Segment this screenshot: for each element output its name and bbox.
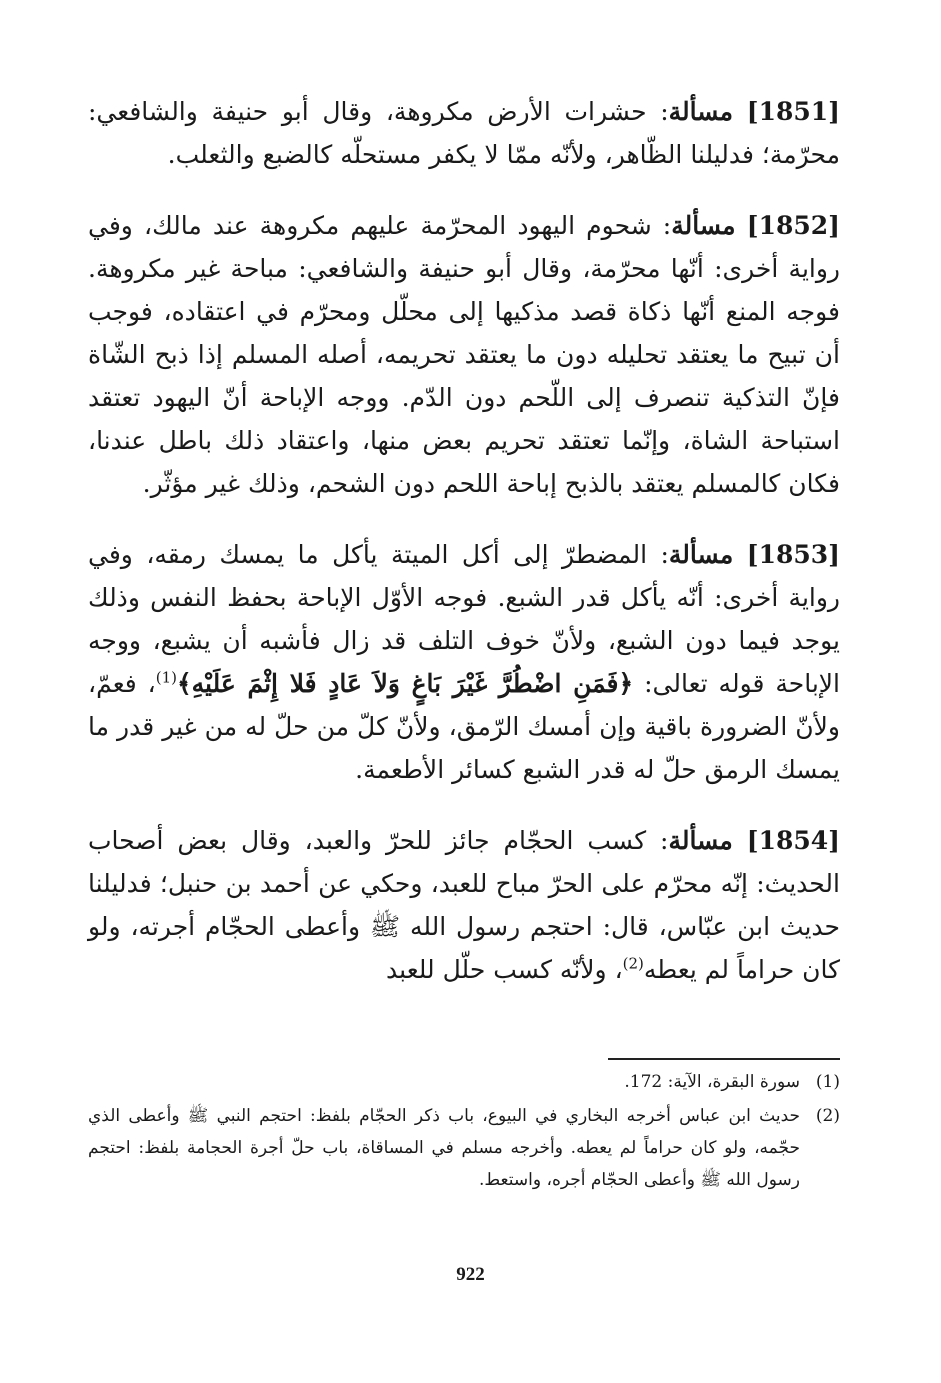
footnote-number: (1) bbox=[815, 1072, 840, 1092]
issue-text: : حشرات الأرض مكروهة، وقال أبو حنيفة والشافعي: محرّمة؛ فدليلنا الظّاهر، ولأنّه ممّا لا يكفر مستحلّه كالضبع والثعلب. bbox=[88, 97, 840, 169]
issue-number: [1852] bbox=[746, 211, 841, 240]
issue-keyword: مسألة bbox=[671, 211, 736, 240]
issue-text: : كسب الحجّام جائز للحرّ والعبد، وقال بعض أصحاب الحديث: إنّه محرّم على الحرّ مباح للعبد، وحكي عن أحمد بن حنبل؛ فدليلنا حديث ابن عبّاس، قال: احتجم رسول الله ﷺ وأعطى الحجّام أجرته، ولو كان حراماً لم يعطه bbox=[88, 826, 840, 984]
footnote-number: (2) bbox=[815, 1106, 840, 1126]
footnote-ref[interactable]: (1) bbox=[155, 668, 177, 687]
issue-text-continued: ، ولأنّه كسب حلّل للعبد bbox=[386, 955, 623, 984]
footnote-divider bbox=[608, 1058, 840, 1060]
issue-1853 bbox=[88, 533, 840, 791]
issue-text: : المضطرّ إلى أكل الميتة يأكل ما يمسك رمقه، وفي رواية أخرى: أنّه يأكل قدر الشبع. فوجه الأوّل الإباحة بحفظ النفس وذلك يوجد فيما دون الشبع، ولأنّ خوف التلف قد زال فأشبه أن يشبع، ووجه الإباحة قوله تعالى: bbox=[88, 540, 841, 698]
footnote-text: حديث ابن عباس أخرجه البخاري في البيوع، باب ذكر الحجّام بلفظ: احتجم النبي ﷺ وأعطى الذي حجّمه، ولو كان حراماً لم يعطه. وأخرجه مسلم في المساقاة، باب حلّ أجرة الحجامة بلفظ: احتجم رسول الله ﷺ وأعطى الحجّام أجره، واستعط. bbox=[88, 1106, 800, 1190]
issue-keyword: مسألة bbox=[668, 540, 734, 569]
issue-text: : شحوم اليهود المحرّمة عليهم مكروهة عند مالك، وفي رواية أخرى: أنّها محرّمة، وقال أبو حنيفة والشافعي: مباحة غير مكروهة. فوجه المنع أنّها ذكاة قصد مذكيها إلى محلّل ومحرّم في اعتقاده، فوجب أن تبيح ما يعتقد تحليله دون ما يعتقد تحريمه، أصله المسلم إذا ذبح الشّاة فإنّ التذكية تنصرف إلى اللّحم دون الدّم. ووجه الإباحة أنّ اليهود تعتقد استباحة الشاة، وإنّما تعتقد تحريم بعض منها، واعتقاد ذلك باطل عندنا، فكان كالمسلم يعتقد بالذبح إباحة اللحم دون الشحم، وذلك غير مؤثّر. bbox=[88, 211, 840, 498]
page-body bbox=[88, 90, 840, 1019]
issue-keyword: مسألة bbox=[668, 826, 733, 855]
footnotes bbox=[88, 1066, 840, 1198]
issue-1854 bbox=[88, 819, 840, 991]
issue-number: [1853] bbox=[746, 540, 840, 569]
issue-number: [1851] bbox=[746, 97, 840, 126]
issue-number: [1854] bbox=[746, 826, 840, 855]
quran-verse: ﴿فَمَنِ اضْطُرَّ غَيْرَ بَاغٍ وَلاَ عَادٍ فَلا إِثْمَ عَلَيْهِ﴾ bbox=[176, 669, 634, 698]
issue-keyword: مسألة bbox=[668, 97, 733, 126]
footnote-ref[interactable]: (2) bbox=[622, 954, 644, 973]
issue-1852 bbox=[88, 204, 840, 505]
page-number: 922 bbox=[456, 1264, 485, 1285]
footnote-item bbox=[88, 1066, 840, 1098]
footnote-text: سورة البقرة، الآية: 172. bbox=[624, 1072, 800, 1092]
issue-text-continued: ، فعمّ، ولأنّ الضرورة باقية وإن أمسك الرّمق، ولأنّ كلّ من حلّ له من غير قدر ما يمسك الرمق حلّ له قدر الشبع كسائر الأطعمة. bbox=[88, 669, 840, 784]
issue-1851 bbox=[88, 90, 840, 176]
footnote-item bbox=[88, 1100, 840, 1196]
